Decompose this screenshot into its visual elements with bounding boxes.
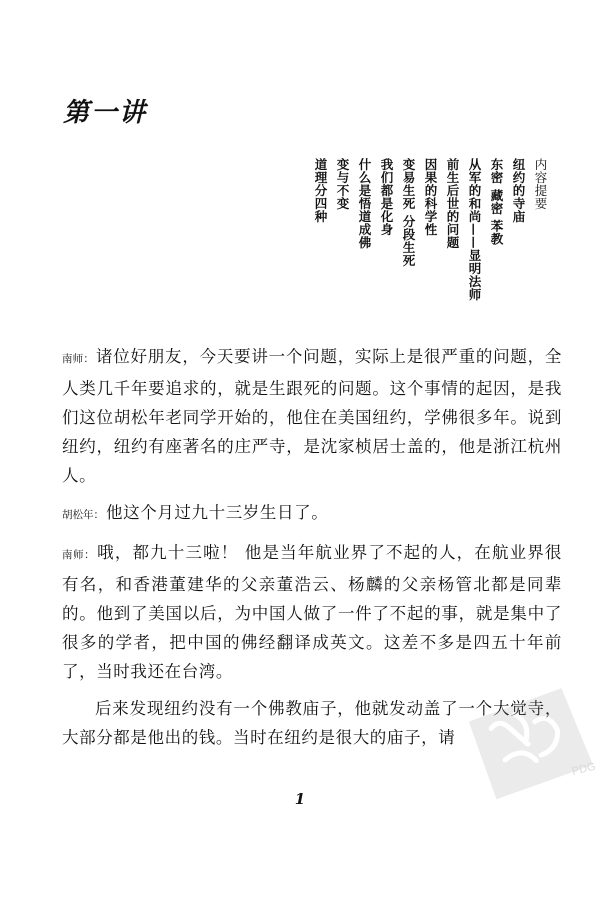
summary-item: 我们都是化身	[379, 158, 394, 236]
summary-item: 变与不变	[335, 158, 350, 210]
speaker-label: 南师：	[62, 549, 96, 561]
paragraph	[62, 342, 562, 490]
paragraph-text: 诸位好朋友，今天要讲一个问题，实际上是很严重的问题，全人类几千年要追求的，就是生跟死的问题。这个事情的起因，是我们这位胡松年老同学开始的，他住在美国纽约，学佛很多年。说到纽约，纽约有座著名的庄严寺，是沈家桢居士盖的，他是浙江杭州人。	[62, 347, 563, 485]
summary-item: 纽约的寺庙	[511, 158, 526, 223]
summary-item: 从军的和尚——显明法师	[467, 158, 482, 301]
summary-heading: 内容提要	[533, 158, 548, 210]
paragraph-text: 哦，都九十三啦！ 他是当年航业界了不起的人，在航业界很有名，和香港董建华的父亲董浩云、杨麟的父亲杨管北都是同辈的。他到了美国以后，为中国人做了一件了不起的事，就是集中了很多的学者，把中国的佛经翻译成英文。这差不多是四五十年前了，当时我还在台湾。	[62, 543, 563, 681]
speaker-label: 胡松年：	[62, 509, 104, 521]
summary-item: 变易生死 分段生死	[401, 158, 416, 267]
paragraph-text: 后来发现纽约没有一个佛教庙子，他就发动盖了一个大觉寺，大部分都是他出的钱。当时在纽约是很大的庙子，请	[62, 699, 562, 747]
chapter-title: 第一讲	[63, 98, 148, 128]
paragraph	[62, 498, 562, 530]
summary-item: 前生后世的问题	[445, 158, 460, 249]
paragraph	[62, 538, 562, 686]
body-text	[62, 342, 562, 760]
summary-item: 因果的科学性	[423, 158, 438, 236]
speaker-label: 南师：	[62, 353, 94, 365]
summary-item: 道理分四种	[313, 158, 328, 223]
watermark-text: PDG	[570, 760, 597, 778]
summary-item: 东密 藏密 苯教	[489, 158, 504, 246]
content-summary	[313, 158, 555, 318]
summary-item: 什么是悟道成佛	[357, 158, 372, 249]
page-number: 1	[294, 790, 306, 808]
paragraph-text: 他这个月过九十三岁生日了。	[106, 503, 329, 522]
